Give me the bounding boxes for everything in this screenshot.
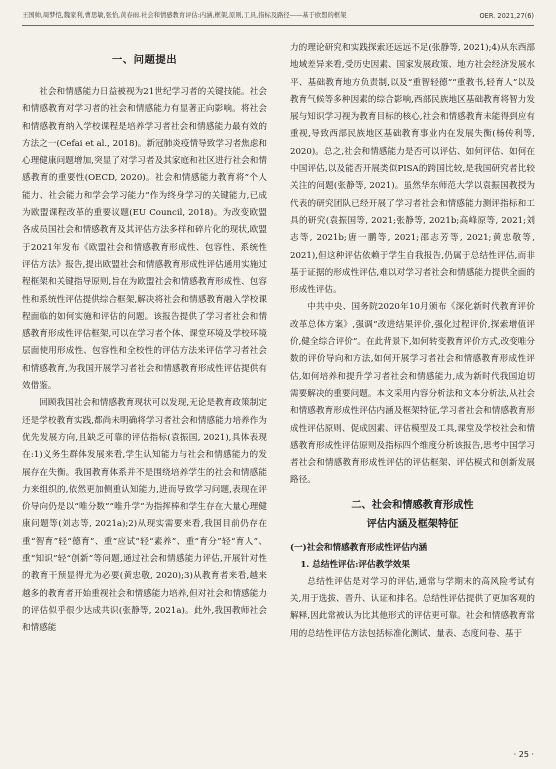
paragraph-continuation: 力的理论研究和实践探索还远远不足(张静等, 2021);4)从东西部地域差异来看,受历史因素、国家发展政策、地方社会经济发展水平、基础教育地方负责制,以及“重智轻德”“重教书,轻育人”以及教育气候等多种因素的综合影响,西部民族地区基础教育将智力发展与知识学习视为教育目标的核心,社会和情感教育未能得到应有重视,导致西部民族地区基础教育事业内在发展失衡(杨传利等, 2020)。总之,社会和情感能力是否可以评估、如何评估、如何在中国评估,以及能否开展类似PISA的跨国比较,是我国研究者比较关注的问题(张静等, 2021)。虽然华东师范大学以袁振国教授为代表的研究团队已经开展了学习者社会和情感能力测评指标和工具的研究(袁振国等, 2021;张静等, 2021b;高峰原等, 2021;刘志等, 2021b;唐一鹏等, 2021;邵志芳等, 2021;黄忠敬等, 2021),但这种评估依赖于学生自我报告,仍属于总结性评估,而非基于证据的形成性评估,难以对学习者社会和情感能力提供全面的形成性评估。 [290, 43, 535, 296]
subheading-level2: 1. 总结性评估:评估教学效果 [300, 559, 410, 570]
left-column [22, 44, 267, 756]
section-heading-2-line1: 二、社会和情感教育形成性 [351, 498, 474, 511]
paragraph: 回顾我国社会和情感教育现状可以发现,无论是教育政策制定还是学校教育实践,都尚未明确将学习者社会和情感能力培养作为优先发展方向,且缺乏可靠的评估指标(袁振国, 2021),具体表现在:1)义务生群体发展来看,学生认知能力与社会和情感能力的发展存在失衡。我国教育体系并不是围绕培养学生的社会和情感能力来组织的,依然更加侧重认知能力,进而导致学习问题,表现在评价导向仍是以“唯分数”“唯升学”为指挥棒和学生存在大量心理健康问题等(刘志等, 2021a);2)从现实需要来看,我国目前仍存在重“智育”轻“德育”、重“应试”轻“素养”、重“育分”轻“育人”、重“知识”轻“创新”等问题,通过社会和情感能力评估,开展针对性的教育干预显得尤为必要(黄忠敬, 2020);3)从教育者来看,越来越多的教育者开始重视社会和情感能力培养,但对社会和情感能力的评估似乎很少达成共识(张静等, 2021a)。此外,我国教师社会和情感能 [22, 398, 267, 634]
right-column [290, 40, 535, 752]
paragraph: 社会和情感能力日益被视为21世纪学习者的关键技能。社会和情感教育对学习者的社会和情感能力有显著正向影响。将社会和情感教育纳入学校课程是培养学习者社会和情感能力最有效的方法之一(Cefai et al., 2018)。新冠肺炎疫情导致学习者焦虑和心理健康问题增加,突显了对学习者及其家庭和社区进行社会和情感教育的重要性(OECD, 2020)。社会和情感能力教育将“个人能力、社会能力和学会学习能力”作为终身学习的关键能力,已成为欧盟课程改革的重要议题(EU Council, 2018)。为改变欧盟各成员国社会和情感教育及其评估方法多样和碎片化的现状,欧盟于2021年发布《欧盟社会和情感教育形成性、包容性、系统性评估方法》报告,提出欧盟社会和情感教育形成性评估通用实施过程框架和关键指导原则,旨在为欧盟社会和情感教育形成性、包容性和系统性评估提供综合框架,解决将社会和情感教育融入学校课程面临的如何实施和评估的问题。该报告提供了学习者社会和情感教育形成性评估框架,可以在学习者个体、课堂环境及学校环境层面使用形成性、包容性和全校性的评估方法来评估学习者社会和情感教育,为我国开展学习者社会和情感教育形成性评估提供有效借鉴。 [22, 87, 267, 392]
page-number: · 25 · [513, 750, 534, 759]
paragraph: 中共中央、国务院2020年10月颁布《深化新时代教育评价改革总体方案》,强调“改进结果评价,强化过程评价,探索增值评价,健全综合评价”。在此背景下,如何转变教育评价方式,改变唯分数的评价导向和方法,如何开展学习者社会和情感教育形成性评估,如何培养和提升学习者社会和情感能力,成为新时代我国迫切需要解决的重要问题。本文采用内容分析法和文本分析法,从社会和情感教育形成性评估内涵及框架特征,学习者社会和情感教育形成性评估原则、促成因素、评估模型及工具,课堂及学校社会和情感教育形成性评估原则及指标四个维度分析该报告,思考中国学习者社会和情感教育形成性评估的评估框架、评估模式和创新发展路径。 [290, 302, 535, 486]
header-citation: 王国帅,周梦恺,魏家利,曹思敏,张怡,黄春雨.社会和情感教育评估:内涵,框架,原则,工具,指标及路径——基于欧盟的框架 [22, 12, 347, 19]
journal-info: OER. 2021,27(6) [479, 12, 534, 20]
section-heading-2-line2: 评估内涵及框架特征 [366, 517, 459, 530]
subheading-level1: (一)社会和情感教育形成性评估内涵 [290, 542, 428, 553]
running-header [22, 7, 534, 26]
paragraph: 总结性评估是对学习的评估,通常与学期末的高风险考试有关,用于选拔、晋升、认证和排名。总结性评估提供了更加客观的解释,因此常被认为比其他形式的评估更可靠。社会和情感教育常用的总结性评估方法包括标准化测试、量表、态度问卷、基于 [290, 576, 535, 639]
section-heading-2 [290, 496, 535, 534]
section-heading-1: 一、问题提出 [111, 54, 178, 66]
